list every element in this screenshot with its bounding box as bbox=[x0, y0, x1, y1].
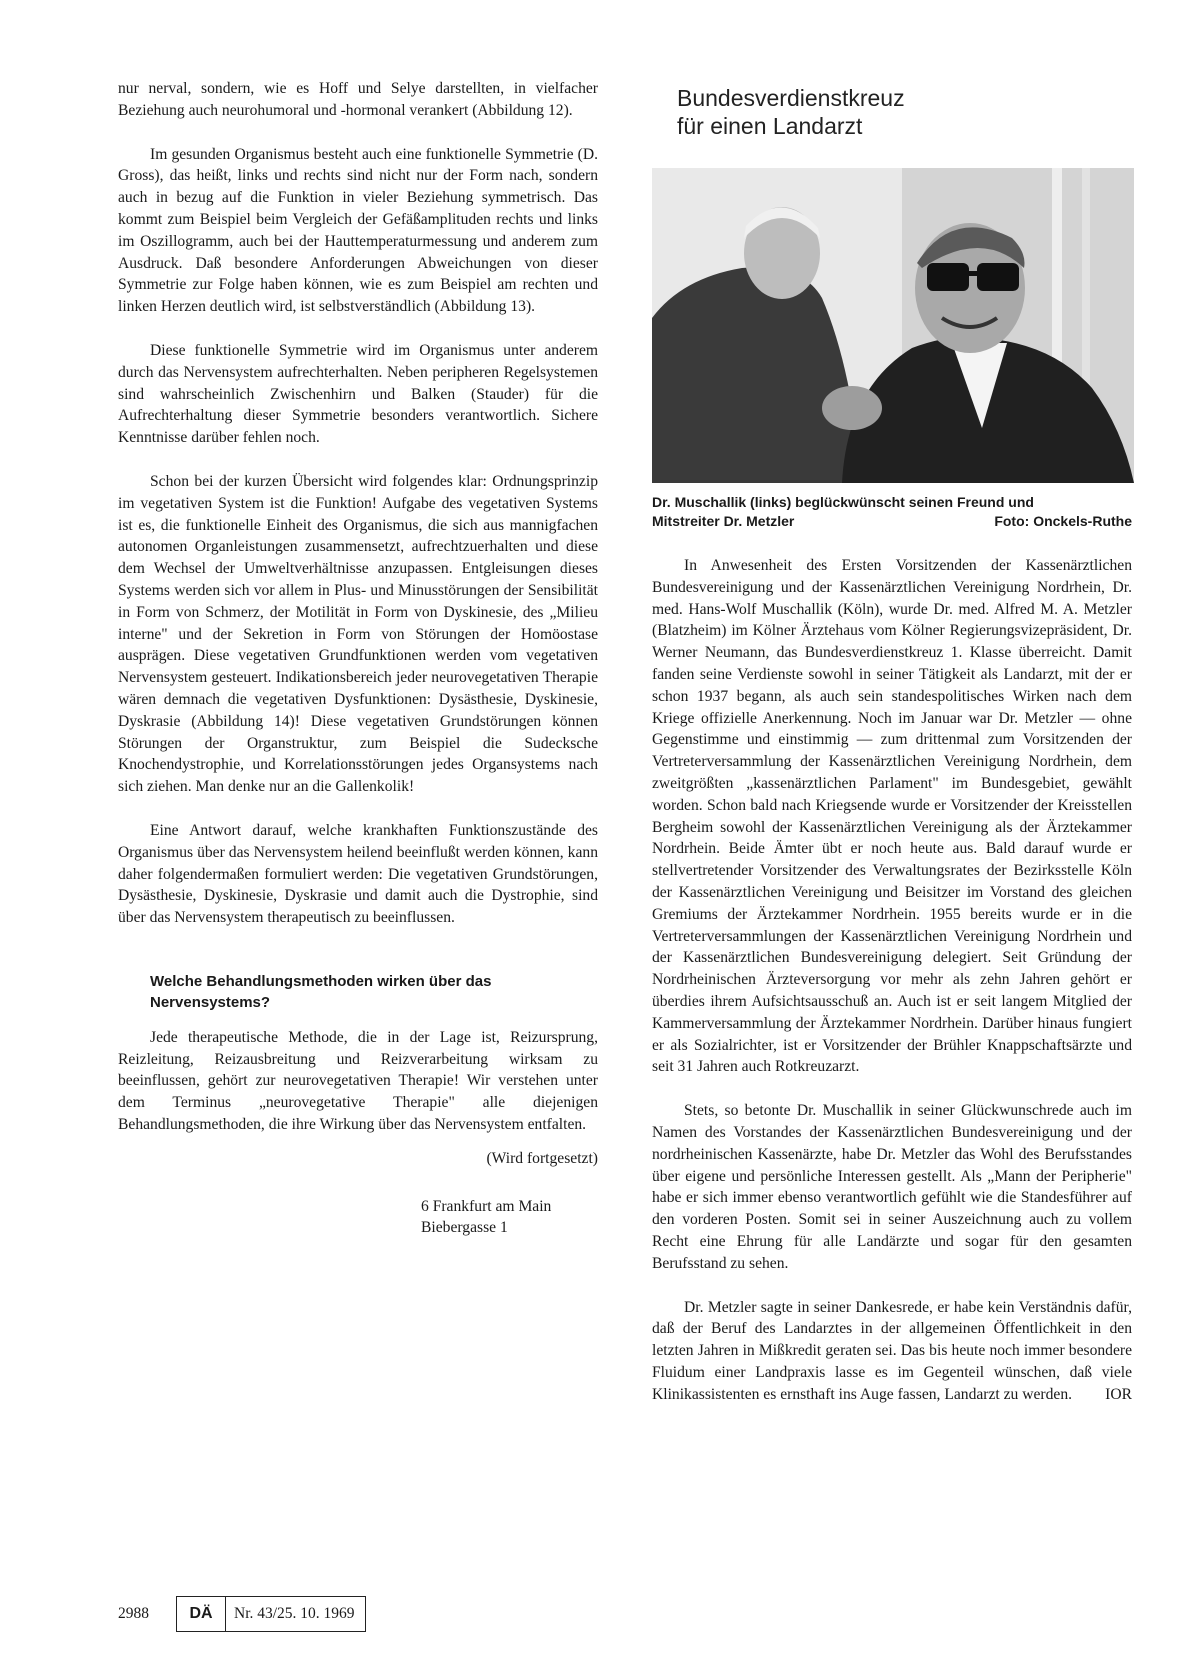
journal-logo: DÄ bbox=[177, 1597, 226, 1631]
paragraph: Diese funktionelle Symmetrie wird im Organismus unter anderem durch das Nervensystem aufrechterhalten. Neben peripheren Regelsystemen sind wahrscheinlich Zwischenhirn und Balken (Stauder) für die Aufrechterhaltung dieser Symmetrie besonders verantwortlich. Sichere Kenntnisse darüber fehlen noch. bbox=[118, 341, 598, 447]
photo-illustration bbox=[652, 168, 1134, 483]
address-line: Biebergasse 1 bbox=[421, 1219, 508, 1237]
issue-number: Nr. 43/25. 10. 1969 bbox=[234, 1605, 355, 1622]
paragraph: Schon bei der kurzen Übersicht wird folgendes klar: Ordnungsprinzip im vegetativen System ist die Funktion! Aufgabe des vegetativen Systems ist es, die funktionelle Einheit des Organismus, die sich aus mannigfachen autonomen Organleistungen zusammensetzt, aufrechtzuerhalten und diese dem Wechsel der Umweltverhältnisse anzupassen. Entgleisungen dieses Systems werden sich vor allem in Plus- und Minusstörungen der Sensibilität in Form von Schmerz, der Motilität in Form von Dyskinesie, des „Milieu interne" und der Sekretion in Form von Störungen der Homöostase ausprägen. Diese vegetativen Grundfunktionen werden vom vegetativen Nervensystem gesteuert. Indikationsbereich jeder neurovegetativen Therapie wären demnach die vegetativen Dysfunktionen: Dysästhesie, Dyskinesie, Dyskrasie (Abbildung 14)! Diese vegetativen Grundstörungen können Störungen der Organstruktur, zum Beispiel die Sudecksche Knochendystrophie, und Korrelationsstörungen jedes Organsystems nach sich ziehen. Man denke nur an die Gallenkolik! bbox=[118, 472, 598, 796]
caption-line: Dr. Muschallik (links) beglückwünscht seinen Freund und bbox=[652, 494, 1034, 510]
section-heading: Welche Behandlungsmethoden wirken über das Nervensystems? bbox=[150, 972, 492, 1011]
page-footer bbox=[118, 1596, 366, 1632]
paragraph: Eine Antwort darauf, welche krankhaften Funktionszustände des Organismus über das Nervensystem heilend beeinflußt werden können, kann daher folgendermaßen formuliert werden: Die vegetativen Grundstörungen, Dysästhesie, Dyskinesie, Dyskrasie und damit auch die Dystrophie, sind über das Nervensystem therapeutisch zu beeinflussen. bbox=[118, 821, 598, 927]
left-column bbox=[118, 78, 598, 1239]
paragraph bbox=[652, 1297, 1132, 1406]
paragraph: Im gesunden Organismus besteht auch eine funktionelle Symmetrie (D. Gross), das heißt, links und rechts sind nicht nur der Form nach, sondern auch in bezug auf die Funktion in vieler Beziehung symmetrisch. Das kommt zum Beispiel beim Vergleich der Gefäßamplituden rechts und links im Oszillogramm, auch bei der Hauttemperaturmessung und anderem zum Ausdruck. Daß besondere Anforderungen Abweichungen von dieser Symmetrie zur Folge haben können, wie es zum Beispiel am rechten und linken Herzen deutlich wird, ist selbstverständlich (Abbildung 13). bbox=[118, 145, 598, 316]
headline-line: Bundesverdienstkreuz bbox=[677, 85, 905, 111]
page-number: 2988 bbox=[118, 1605, 149, 1622]
photo-credit: Foto: Onckels-Ruthe bbox=[994, 513, 1132, 529]
author-address bbox=[421, 1196, 598, 1240]
author-initials: IOR bbox=[1105, 1385, 1132, 1403]
paragraph: In Anwesenheit des Ersten Vorsitzenden der Kassenärztlichen Bundesvereinigung und der Kassenärztlichen Vereinigung Nordrhein, Dr. med. Hans-Wolf Muschallik (Köln), wurde Dr. med. Alfred M. A. Metzler (Blatzheim) im Kölner Ärztehaus vom Kölner Regierungsvizepräsident, Dr. Werner Neumann, das Bundesverdienstkreuz 1. Klasse überreicht. Damit fanden seine Verdienste sowohl in seiner Tätigkeit als Landarzt, mit der er schon 1937 begann, als auch sein standespolitisches Wirken nach dem Kriege offizielle Anerkennung. Noch im Januar war Dr. Metzler — ohne Gegenstimme und einstimmig — zum drittenmal zum Vorsitzenden der Vertreterversammlung der Kassenärztlichen Vereinigung Nordrhein, dem zweitgrößten „kassenärztlichen Parlament" im Bundesgebiet, gewählt worden. Schon bald nach Kriegsende wurde er Vorsitzender der Kreisstellen Bergheim sowohl der Kassenärztlichen Vereinigung als der Ärztekammer Nordrhein. Beide Ämter übt er noch heute aus. Bald darauf wurde er stellvertretender Vorsitzender des Verwaltungsrates der Bezirksstelle Köln der Kassenärztlichen Vereinigung und Beisitzer im Vorstand des gleichen Gremiums der Ärztekammer Nordrhein. 1955 bereits wurde er in die Vertreterversammlungen der Kassenärztlichen Vereinigung Nordrhein und der Kassenärztlichen Bundesvereinigung delegiert. Seit Gründung der Nordrheinischen Ärzteversorgung vor mehr als zehn Jahren gehört er überdies ihrem Aufsichtsausschuß an. Auch ist er seit langem Mitglied der Kammerversammlung der Ärztekammer Nordrhein. Darüber hinaus fungiert er als Sozialrichter, ist er Vorsitzender der Brühler Knappschaftsärzte und seit 31 Jahren auch Rotkreuzarzt. bbox=[652, 557, 1132, 1076]
paragraph: nur nerval, sondern, wie es Hoff und Selye darstellten, in vielfacher Beziehung auch neurohumoral und -hormonal verankert (Abbildung 12). bbox=[118, 80, 598, 119]
continued-note: (Wird fortgesetzt) bbox=[486, 1149, 598, 1167]
headline-line: für einen Landarzt bbox=[677, 113, 863, 139]
issue-badge bbox=[176, 1596, 366, 1632]
address-line: 6 Frankfurt am Main bbox=[421, 1197, 552, 1215]
paragraph: Jede therapeutische Methode, die in der Lage ist, Reizursprung, Reizleitung, Reizausbreitung und Reizverarbeitung wirksam zu beeinflussen, gehört zur neurovegetativen Therapie! Wir verstehen unter dem Terminus „neurovegetative Therapie" alle diejenigen Behandlungsmethoden, die ihre Wirkung über das Nervensystem entfalten. bbox=[118, 1028, 598, 1134]
photo-caption bbox=[652, 493, 1132, 531]
paragraph: Stets, so betonte Dr. Muschallik in seiner Glückwunschrede auch im Namen des Vorstandes der Kassenärztlichen Bundesvereinigung und der nordrheinischen Kassenärzte, habe Dr. Metzler das Wohl des Berufsstandes über eigene und persönliche Interessen gestellt. Als „Mann der Peripherie" habe er sich immer ebenso verantwortlich gefühlt wie die Standesführer auf den vorderen Posten. Somit sei in seiner Auszeichnung auch zu vollem Recht eine Ehrung für alle Landärzte und sogar für den gesamten Berufsstand zu sehen. bbox=[652, 1102, 1132, 1272]
caption-name: Mitstreiter Dr. Metzler bbox=[652, 513, 795, 529]
right-column bbox=[652, 78, 1132, 1405]
paragraph-text: Dr. Metzler sagte in seiner Dankesrede, er habe kein Verständnis dafür, daß der Beruf des Landarztes in der allgemeinen Öffentlichkeit in den letzten Jahren in Mißkredit geraten sei. Das bis heute noch immer besondere Fluidum einer Landpraxis lasse es im Gegenteil wünschen, daß viele Klinikassistenten es ernsthaft ins Auge fassen, Landarzt zu werden. bbox=[652, 1298, 1132, 1403]
article-headline bbox=[677, 84, 1132, 140]
award-photo bbox=[652, 168, 1134, 483]
